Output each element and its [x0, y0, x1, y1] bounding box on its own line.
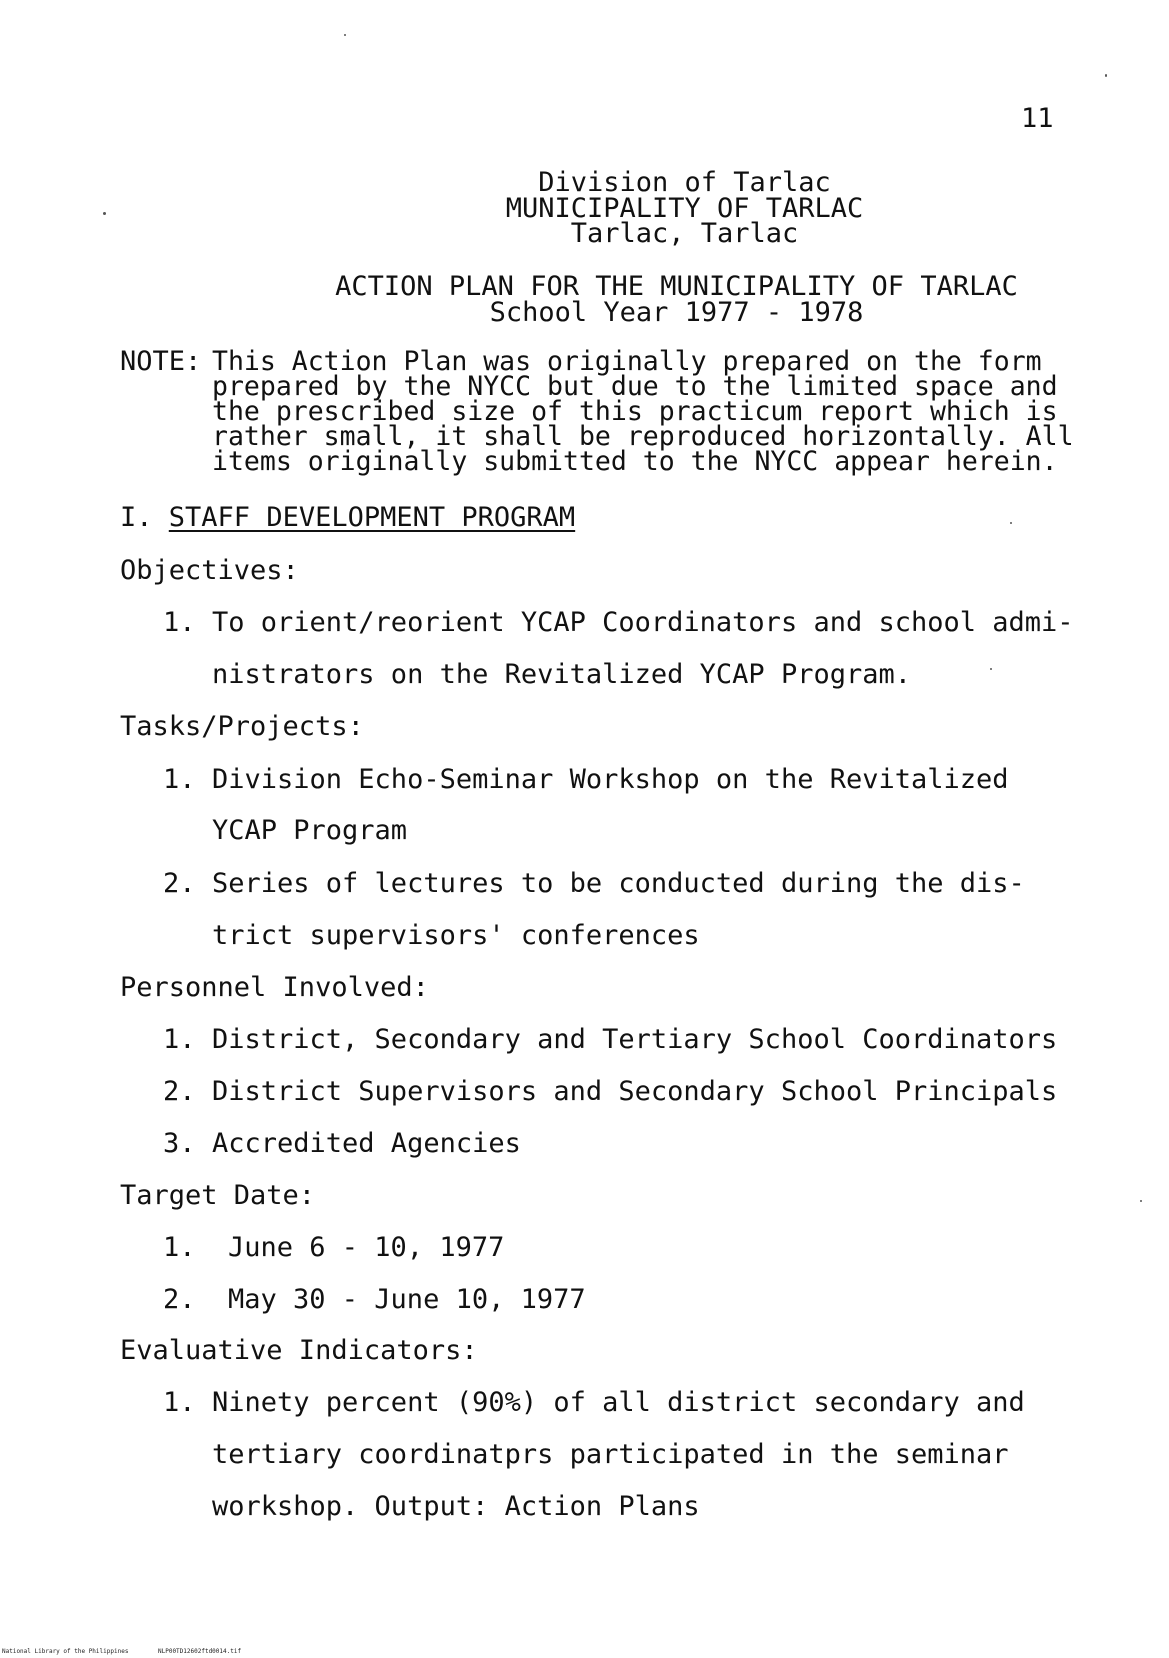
personnel-label: Personnel Involved: — [120, 972, 429, 1003]
scan-speck — [990, 668, 992, 670]
personnel-item: District, Secondary and Tertiary School Coordinators — [212, 1024, 1058, 1055]
list-item-number: 2. — [163, 868, 196, 899]
section-title: STAFF DEVELOPMENT PROGRAM — [168, 502, 576, 533]
tasks-label: Tasks/Projects: — [120, 711, 364, 742]
section-heading — [120, 503, 575, 533]
objective-line: nistrators on the Revitalized YCAP Program. — [212, 659, 911, 690]
header-division: Division of Tarlac — [538, 167, 831, 198]
note-line: prepared by the NYCC but due to the limited space and — [212, 371, 1058, 402]
scan-speck — [103, 212, 106, 215]
objectives-label: Objectives: — [120, 555, 299, 586]
footer-library: National Library of the Philippines — [2, 1648, 129, 1655]
scan-speck — [344, 34, 346, 36]
personnel-item: District Supervisors and Secondary School Principals — [212, 1076, 1058, 1107]
document-title: ACTION PLAN FOR THE MUNICIPALITY OF TARLAC — [335, 271, 1018, 302]
personnel-item: Accredited Agencies — [212, 1128, 521, 1159]
evaluative-line: tertiary coordinatprs participated in the seminar — [212, 1439, 1009, 1470]
task-line: YCAP Program — [212, 815, 408, 846]
list-item-number: 1. — [163, 764, 196, 795]
header-municipality: MUNICIPALITY OF TARLAC — [505, 193, 864, 224]
task-line: trict supervisors' conferences — [212, 920, 700, 951]
footer-filename: NLP00TD12602ftd0014.tif — [158, 1648, 242, 1655]
list-item-number: 3. — [163, 1128, 196, 1159]
page-number: 11 — [1021, 103, 1054, 134]
list-item-number: 1. — [163, 1024, 196, 1055]
task-line: Series of lectures to be conducted during the dis- — [212, 868, 1025, 899]
scan-speck — [1105, 74, 1107, 77]
evaluative-line: workshop. Output: Action Plans — [212, 1491, 700, 1522]
evaluative-label: Evaluative Indicators: — [120, 1335, 478, 1366]
scan-speck — [1010, 522, 1012, 524]
list-item-number: 2. — [163, 1076, 196, 1107]
target-date-label: Target Date: — [120, 1180, 316, 1211]
note-line: This Action Plan was originally prepared on the form — [212, 346, 1042, 377]
evaluative-line: Ninety percent (90%) of all district secondary and — [212, 1387, 1025, 1418]
list-item-number: 2. — [163, 1284, 196, 1315]
target-date-item: May 30 - June 10, 1977 — [228, 1284, 586, 1315]
list-item-number: 1. — [163, 1232, 196, 1263]
objective-line: To orient/reorient YCAP Coordinators and school admi- — [212, 607, 1074, 638]
list-item-number: 1. — [163, 1387, 196, 1418]
section-number: I. — [120, 502, 153, 533]
note-label: NOTE: — [120, 346, 202, 377]
note-line: rather small, it shall be reproduced horizontally. All — [212, 421, 1074, 452]
scan-speck — [1140, 1200, 1142, 1202]
target-date-item: June 6 - 10, 1977 — [228, 1232, 505, 1263]
note-line: the prescribed size of this practicum report which is — [212, 396, 1058, 427]
note-line: items originally submitted to the NYCC appear herein. — [212, 446, 1058, 477]
list-item-number: 1. — [163, 607, 196, 638]
school-year: School Year 1977 - 1978 — [489, 297, 864, 328]
header-location: Tarlac, Tarlac — [570, 218, 799, 249]
task-line: Division Echo-Seminar Workshop on the Revitalized — [212, 764, 1009, 795]
